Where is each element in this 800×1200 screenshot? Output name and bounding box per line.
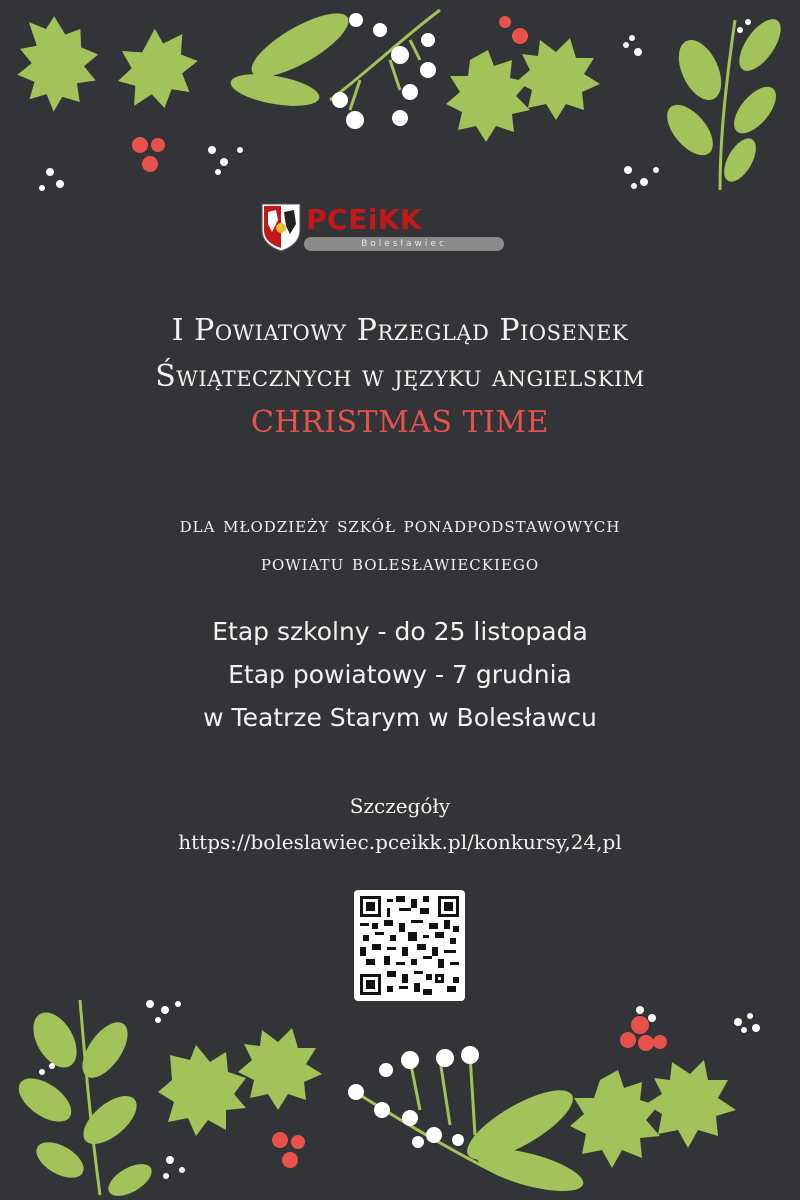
details-url[interactable]: https://boleslawiec.pceikk.pl/konkursy,24,pl xyxy=(178,830,622,854)
coat-of-arms-icon xyxy=(260,202,302,252)
logo-name: PCEiKK xyxy=(306,203,423,236)
title-line-1: I Powiatowy Przegląd Piosenek xyxy=(171,313,629,348)
event-title xyxy=(0,308,800,446)
logo-subname: Bolesławiec xyxy=(304,237,504,251)
title-line-2: Świątecznych w języku angielskim xyxy=(155,359,645,394)
bottom-holly-decoration xyxy=(0,985,800,1200)
schedule-county-stage: Etap powiatowy - 7 grudnia xyxy=(228,660,572,689)
audience-line-1: dla młodzieży szkół ponadpodstawowych xyxy=(179,513,621,537)
schedule-school-stage: Etap szkolny - do 25 listopada xyxy=(212,617,588,646)
qr-code-icon xyxy=(360,896,459,995)
title-accent: CHRISTMAS TIME xyxy=(250,405,550,440)
details xyxy=(0,788,800,860)
pceikk-logo xyxy=(258,200,508,256)
audience-line-2: powiatu bolesławieckiego xyxy=(260,551,540,575)
details-label: Szczegóły xyxy=(349,794,451,818)
schedule xyxy=(0,610,800,739)
schedule-venue: w Teatrze Starym w Bolesławcu xyxy=(203,703,597,732)
top-holly-decoration xyxy=(0,0,800,200)
audience-text xyxy=(0,506,800,582)
